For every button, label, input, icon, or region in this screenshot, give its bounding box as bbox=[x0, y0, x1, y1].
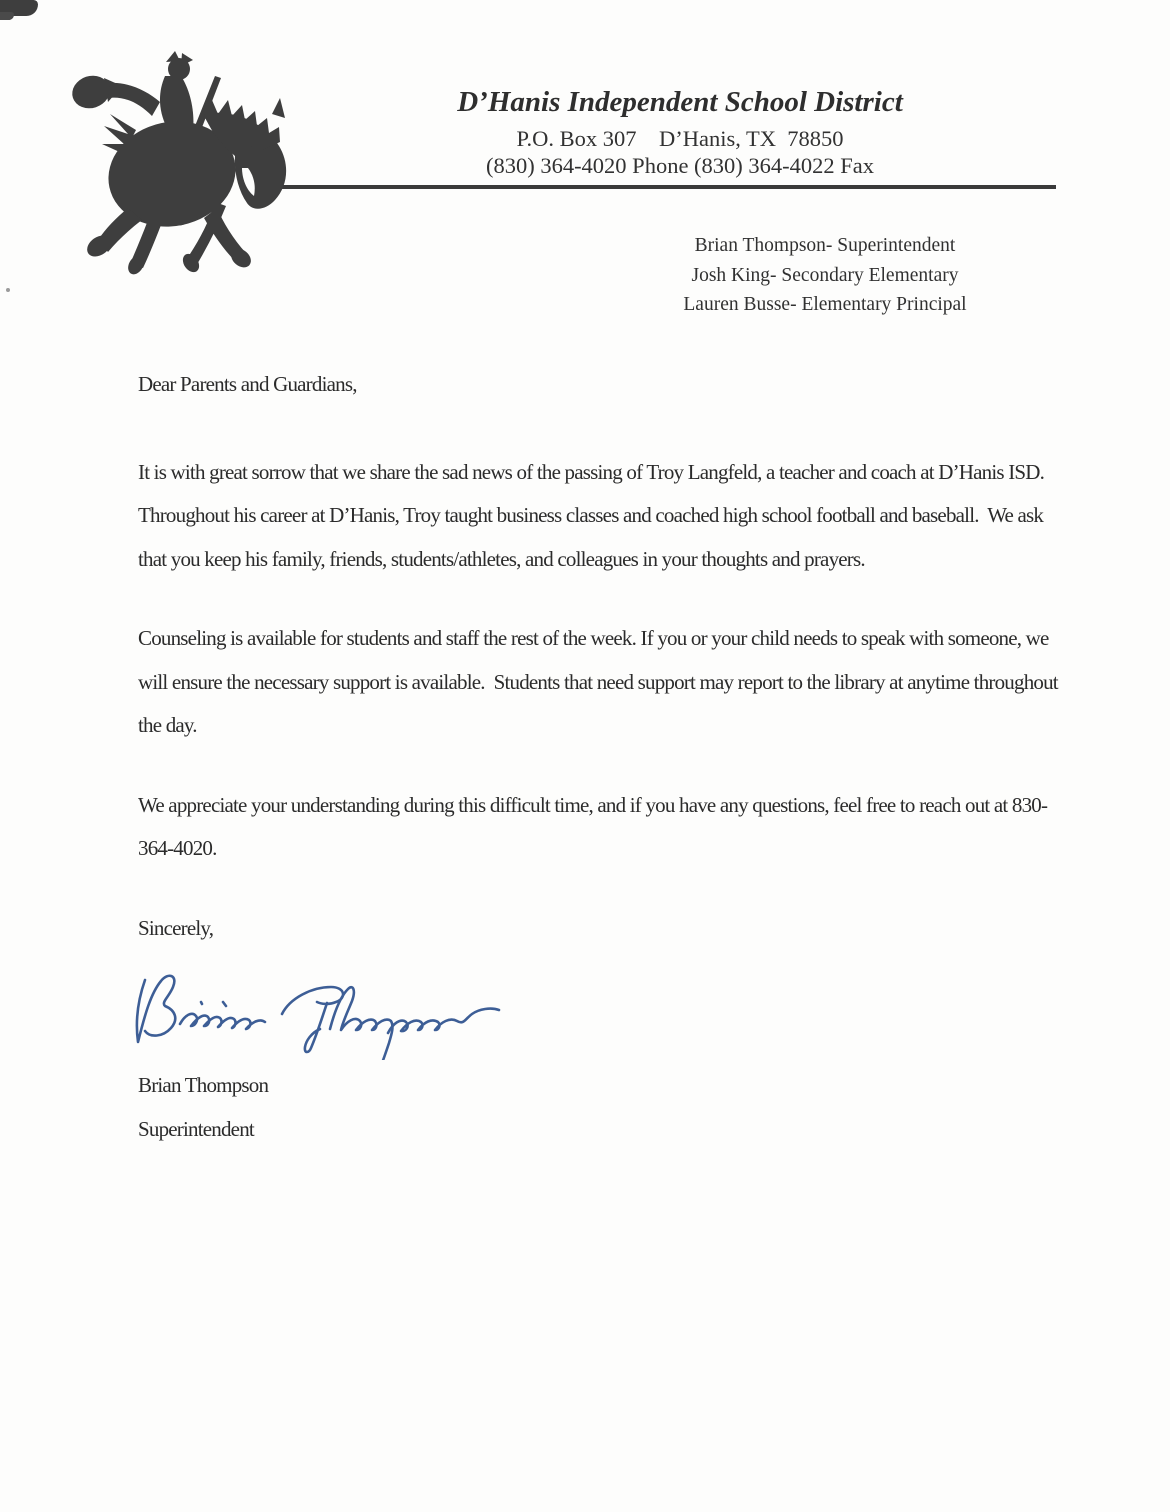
administrator-list bbox=[652, 231, 998, 320]
address-line: P.O. Box 307 D’Hanis, TX 78850 bbox=[516, 126, 844, 151]
letterhead bbox=[370, 84, 990, 179]
scan-artifact-dot bbox=[6, 288, 10, 292]
admin-secondary: Josh King- Secondary Elementary bbox=[691, 264, 959, 286]
closing: Sincerely, bbox=[138, 915, 214, 940]
signer-name: Brian Thompson bbox=[138, 1073, 269, 1097]
admin-elementary: Lauren Busse- Elementary Principal bbox=[683, 294, 967, 315]
paragraph-3: We appreciate your understanding during this difficult time, and if you have any questions, feel free to reach out at 830-364-4020. bbox=[138, 792, 1048, 860]
district-name: D’Hanis Independent School District bbox=[457, 86, 903, 118]
letter-body bbox=[138, 363, 1068, 1151]
header-divider-rule bbox=[268, 185, 1056, 189]
paragraph-1: It is with great sorrow that we share the sad news of the passing of Troy Langfeld, a teacher and coach at D’Hanis ISD. Throughout his career at D’Hanis, Troy taught business classes and coached high school football and baseball. We ask that you keep his family, friends, students/athletes, and colleagues in your thoughts and prayers. bbox=[138, 459, 1049, 571]
salutation: Dear Parents and Guardians, bbox=[138, 372, 357, 396]
admin-superintendent: Brian Thompson- Superintendent bbox=[694, 235, 956, 256]
paragraph-2: Counseling is available for students and staff the rest of the week. If you or your child needs to speak with someone, we will ensure the necessary support is available. Students that need support may report to the library at anytime throughout the day. bbox=[138, 626, 1063, 737]
bronco-logo-icon bbox=[66, 50, 308, 282]
handwritten-signature bbox=[134, 960, 512, 1060]
signer-title: Superintendent bbox=[138, 1116, 254, 1141]
phone-fax-line: (830) 364-4020 Phone (830) 364-4022 Fax bbox=[485, 153, 875, 178]
scan-artifact-corner bbox=[0, 0, 38, 16]
